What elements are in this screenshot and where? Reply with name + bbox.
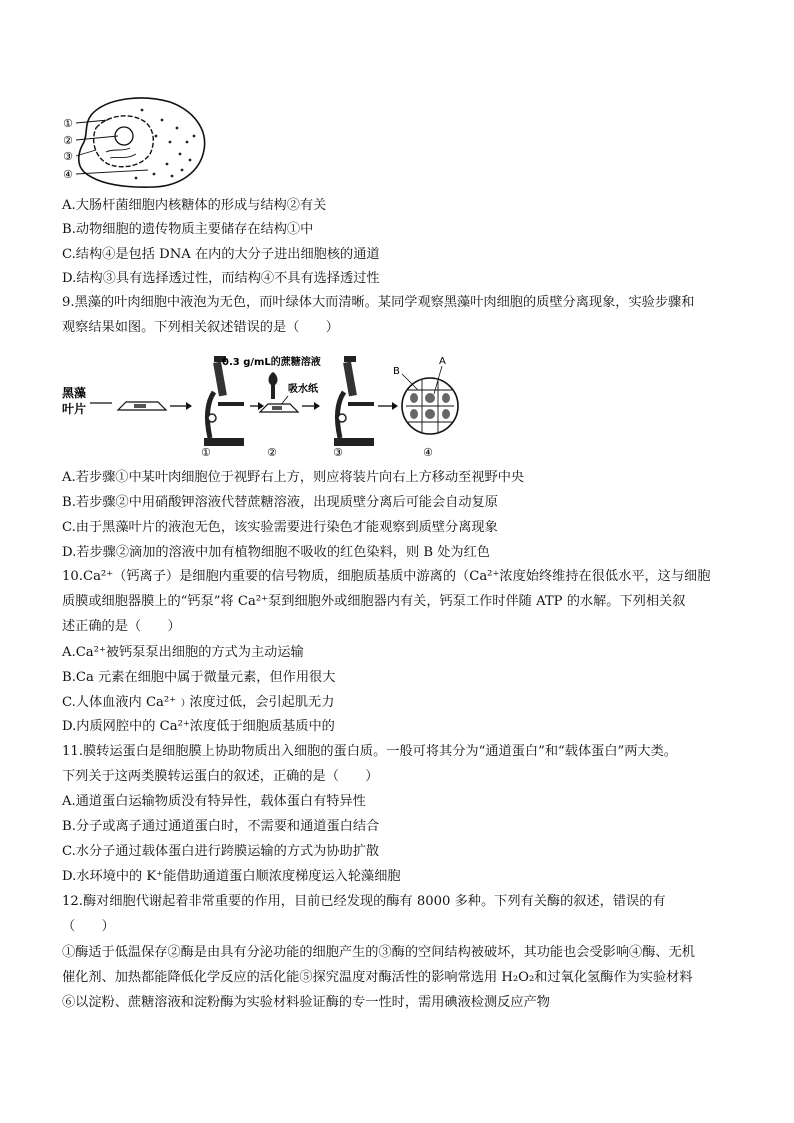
nucleus-label-2: ② [63, 134, 73, 147]
q12-items-line3: ⑥以淀粉、蔗糖溶液和淀粉酶为实验材料验证酶的专一性时，需用碘液检测反应产物 [62, 995, 550, 1010]
q8-option-c: C.结构④是包括 DNA 在内的大分子进出细胞核的通道 [62, 247, 380, 262]
q9-option-b: B.若步骤②中用硝酸钾溶液代替蔗糖溶液，出现质壁分离后可能会自动复原 [62, 495, 498, 510]
q9-stem-line1: 9.黑藻的叶肉细胞中液泡为无色，而叶绿体大而清晰。某同学观察黑藻叶肉细胞的质壁分离现象，实验步骤和 [62, 295, 695, 310]
q10-option-a: A.Ca²⁺被钙泵泵出细胞的方式为主动运输 [62, 645, 304, 660]
q12-stem-line2: （ ） [62, 919, 115, 934]
leaf-label-2: 叶片 [62, 402, 87, 416]
q9-option-d: D.若步骤②滴加的溶液中加有植物细胞不吸收的红色染料，则 B 处为红色 [62, 545, 490, 560]
q11-stem-line2: 下列关于这两类膜转运蛋白的叙述，正确的是（ ） [62, 769, 379, 784]
q10-option-b: B.Ca 元素在细胞中属于微量元素，但作用很大 [62, 670, 336, 685]
step-4-label: ④ [423, 446, 433, 459]
leaf-label-1: 黑藻 [62, 386, 87, 400]
q9-option-c: C.由于黑藻叶片的液泡无色，该实验需要进行染色才能观察到质壁分离现象 [62, 520, 498, 535]
sucrose-solution-label: 0.3 g/mL的蔗糖溶液 [222, 357, 321, 368]
q12-stem-line1: 12.酶对细胞代谢起着非常重要的作用，目前已经发现的酶有 8000 多种。下列有关酶的叙述，错误的有 [62, 894, 666, 909]
microscope-icon-2 [334, 356, 374, 446]
step-2-label: ② [267, 446, 277, 459]
plasmolysis-experiment-diagram [62, 350, 462, 460]
q10-option-c: C.人体血液内 Ca²⁺﹚浓度过低，会引起肌无力 [62, 695, 335, 710]
q9-option-a: A.若步骤①中某叶肉细胞位于视野右上方，则应将装片向右上方移动至视野中央 [62, 470, 525, 485]
q10-option-d: D.内质网腔中的 Ca²⁺浓度低于细胞质基质中的 [62, 719, 335, 734]
q11-option-a: A.通道蛋白运输物质没有特异性，载体蛋白有特异性 [62, 794, 366, 809]
nucleus-label-1: ① [63, 117, 73, 130]
q11-stem-line1: 11.膜转运蛋白是细胞膜上协助物质出入细胞的蛋白质。一般可将其分为“通道蛋白”和“载体蛋白”两大类。 [62, 744, 677, 759]
q11-option-b: B.分子或离子通过通道蛋白时，不需要和通道蛋白结合 [62, 819, 380, 834]
label-b: B [393, 366, 400, 377]
q10-stem-line3: 述正确的是（ ） [62, 619, 181, 634]
step-3-label: ③ [333, 446, 343, 459]
q12-items-line2: 催化剂、加热都能降低化学反应的活化能⑤探究温度对酶活性的影响常选用 H₂O₂和过氧化氢酶作为实验材料 [62, 970, 693, 985]
label-a: A [439, 356, 446, 367]
q10-stem-line2: 质膜或细胞器膜上的“钙泵”将 Ca²⁺泵到细胞外或细胞器内有关，钙泵工作时伴随 ATP 的水解。下列相关叙 [62, 594, 686, 609]
microscope-icon-1 [204, 356, 244, 446]
q11-option-d: D.水环境中的 K⁺能借助通道蛋白顺浓度梯度运入轮藻细胞 [62, 869, 401, 884]
q8-option-b: B.动物细胞的遗传物质主要储存在结构①中 [62, 222, 314, 237]
nucleus-label-3: ③ [63, 150, 73, 163]
q10-stem-line1: 10.Ca²⁺（钙离子）是细胞内重要的信号物质，细胞质基质中游离的（Ca²⁺浓度始终维持在很低水平，这与细胞 [62, 569, 711, 584]
q8-option-d: D.结构③具有选择透过性，而结构④不具有选择透过性 [62, 271, 380, 286]
nucleus-diagram [62, 92, 212, 190]
dropper-icon [269, 372, 278, 399]
microscope-field-view [402, 378, 458, 434]
q9-stem-line2: 观察结果如图。下列相关叙述错误的是（ ） [62, 320, 339, 335]
q8-option-a: A.大肠杆菌细胞内核糖体的形成与结构②有关 [62, 198, 327, 213]
nucleus-label-4: ④ [63, 168, 73, 181]
absorbent-paper-label: 吸水纸 [288, 384, 318, 395]
step-1-label: ① [201, 446, 211, 459]
q12-items-line1: ①酶适于低温保存②酶是由具有分泌功能的细胞产生的③酶的空间结构被破坏，其功能也会受影响④酶、无机 [62, 945, 695, 960]
q11-option-c: C.水分子通过载体蛋白进行跨膜运输的方式为协助扩散 [62, 844, 380, 859]
